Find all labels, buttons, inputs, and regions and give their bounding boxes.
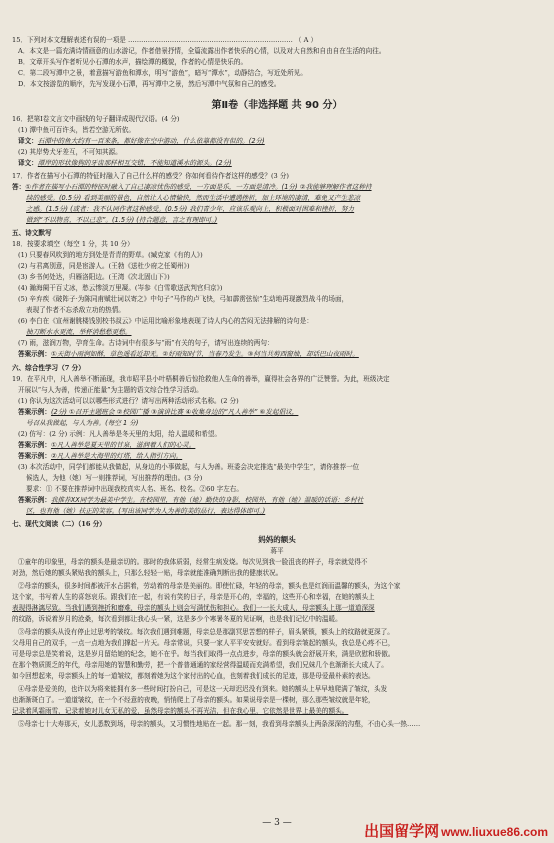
q19-answer-3a [0,496,554,505]
answer-label: 答案示例： [18,350,51,358]
q19-answer-3b: 区，也有他（她）扶正的笑容。(写出该同学为人为善的美的品行，表达得体即可。) [26,507,266,515]
essay-para-2d: 的纹路，诉说着岁月的沧桑，每次看到都让我心头一紧，这是多少个寒暑冬夏的见证啊，也是我们记忆中的温暖。 [12,615,342,623]
q19-stem-1: 19．在平凡中，凡人善举不断涌现，我市昭平县小叶梧桐善后惊抢救他人生命的善举，赢得社会各界的广泛赞誉。为此，班级决定 [12,375,390,383]
watermark-site: www.liuxue86.com [441,825,548,839]
q18-answer-7 [0,350,554,359]
q16-sentence-2: (2) 其岸势犬牙差互，不可知其源。 [18,148,122,156]
q15-option-d: D．本文按游览的顺序，先写发现小石潭，再写潭中之景，然后写潭中气氛和自己的感受。 [18,80,281,88]
answer-text: ②凡人善举是大海里的灯塔，给人指引方向。 [50,452,183,460]
essay-para-1b: 对劲，然后她的额头紧贴我的额头上，只那么轻轻一贴，母亲就能准确判断出我的健康状况。 [12,569,283,577]
q18-stem: 18．按要求填空（每空 1 分，共 10 分） [12,240,134,248]
answer-label: 答： [12,183,26,191]
q19-sub-3a: (3) 本次活动中，同学们都能从我做起，从身边的小事做起，与人为善。班委会决定推选“最美中学生”，请你推荐一位 [18,463,360,471]
q18-item-5b: 表现了作者不忘杀敌立功的热情。 [26,306,125,314]
q19-sub-3b: 候选人，为他（她）写一则推荐词，写出推荐的理由。(3 分) [26,474,203,482]
q18-item-2: (2) 与君离别意，同是宦游人。(王勃《送杜少府之任蜀州》) [18,262,190,270]
page-number: — 3 — [262,818,292,828]
q16-answer-1 [0,137,554,146]
q19-requirements: 要求：① 不要在推荐词中出现我校真实人名、班名、校名。②60 字左右。 [26,485,243,493]
translation-text: 潭岸的形状像狗的牙齿那样相互交错，不能知道溪水的源头。(2分) [37,159,232,167]
essay-para-2a: ②母亲的额头，很多时间都被汗水占据着，劳动着的母亲是美丽的。即使忙碌，年轻的母亲，额头也是红润而温馨的额头，为这个家 [18,582,401,590]
q17-answer-line-3: 之感。(1.5分) (或者：我不认同作者这种感受。(0.5分) 我们青少年，应该乐观向上，积极面对困难和挫折，努力 [26,205,355,213]
q18-item-7: (7) 雨，滋润万物，孕育生命。古诗词中有很多与“雨”有关的句子，请写出连续的两句： [18,339,274,347]
q18-item-5a: (5) 辛弃疾《破阵子·为陈同甫赋壮词以寄之》中句子“马作的卢飞快，弓如霹雳弦惊”生动地再现激烈战斗的场面， [18,295,349,303]
q15-option-a: A．本文是一篇充满诗情画意的山水游记，作者借景抒情，全篇流露出作者快乐的心情，以及对大自然和自由自在生活的向往。 [18,47,386,55]
q18-item-1: (1) 只要春风吹到的地方到处是青青的野草。(臧克家《有的人》) [18,251,203,259]
essay-title: 妈妈的额头 [258,535,296,544]
q17-answer-line-1 [0,183,554,192]
answer-text: (2分) ①召开主题班会 ②校园广播 ③演讲比赛 ④收集身边的“凡人善举” ⑥发起倡议， [50,408,299,416]
essay-para-4b: 也渐渐斑白了。一道道皱纹，在一个不经意的夜晚，悄悄爬上了母亲的额头。如果说母亲是一棵树，那么那些皱纹就是年轮， [12,696,375,704]
translation-label: 译文： [18,137,38,145]
answer-label: 答案示例： [18,408,51,416]
q19-stem-2: 开展以“与人为善，传递正能量”为主题的语文综合性学习活动。 [18,386,203,394]
essay-para-2c: 表现得淋漓尽致。当我们遇到挫折和磨难，母亲的额头上则会写满忧伤和担心。我们一一长大成人，母亲额头上那一道道深深 [12,604,375,612]
answer-text: ①作者在描写小石潭的特征时融入了自己凄凉忧伤的感受，一方面是乐，一方面是清冷。(1分) ②我能够理解作者这种持 [25,183,372,191]
q17-answer-line-4: 做到“不以物喜，不以己悲”。(1.5分) (持合题意，言之有理即可。) [26,216,218,224]
q19-answer-1 [0,408,554,417]
q17-stem: 17．作者在描写小石潭的特征时融入了自己什么样的感受？你如何看待作者这样的感受？(3 分) [12,172,289,180]
answer-label: 答案示例： [18,441,51,449]
site-watermark [364,820,548,841]
q18-item-3: (3) 乡书何处达，归雁洛阳边。(王湾《次北固山下》) [18,273,170,281]
essay-para-3a: ③母亲的额头从没有停止过思考的皱纹。每次我们遇到难题，母亲总是那副冥思苦想的样子，眉头紧锁，额头上的纹路就更深了。 [18,628,394,636]
answer-label: 答案示例： [18,452,51,460]
essay-para-2b: 这个家，书写着人生的喜怒哀乐。跟我们在一起，有说有笑的日子，母亲是开心的，幸福的，这些开心和幸福，在她的额头上 [12,593,375,601]
essay-para-5: ⑤母亲七十大寿那天，女儿悉数到场，母亲的额头，又习惯性地贴在一起。那一刻，我看到母亲额头上两条深深的沟壑，不由心头一热…… [18,720,421,728]
q17-answer-line-2: 续的感受。(0.5分) 看到美丽的景色，自然让人心情愉快，然而生活中遭遇挫折，加上环境的凄清，难免又产生悲凉 [26,194,361,202]
q19-answer-2b [0,452,554,461]
translation-label: 译文： [18,159,38,167]
answer-text: 我推荐XX同学为最美中学生。在校园里，有他（她）勤快的身影，校园外，有他（她）温暖的话语：乡村社 [50,496,364,504]
answer-text: ①天街小雨润如酥，草色遥看近却无。②好雨知时节，当春乃发生。③何当共剪西窗烛，却话巴山夜雨时。 [50,350,359,358]
section-5-title: 五、诗文默写 [12,229,52,237]
watermark-cn: 出国留学网 [364,823,440,840]
essay-para-3b: 父母用自己的双手，一点一点地为我们撑起一片天。母亲常说，只要一家人平平安安就好。看到母亲皱起的额头，我总是心疼不已， [12,639,395,647]
translation-text: 石潭中的鱼大约有一百来条，都好像在空中游动，什么依靠都没有似的。(2分) [37,137,265,145]
section-6-title: 六、综合性学习（7 分） [12,364,85,372]
q19-sub-1: (1) 你认为这次活动可以以哪些形式进行？请写出两种活动形式名称。(2 分) [18,397,239,405]
answer-label: 答案示例： [18,496,51,504]
q15-option-c: C．第二段写潭中之景，着意描写游鱼和潭水，明写“游鱼”，暗写“潭水”，动静结合，写近处所见。 [18,69,307,77]
essay-para-1a: ①童年的印象里，母亲的额头是最亲切的。那时的我体质弱，经常生病发烧。每次见到我一脸沮丧的样子，母亲就觉得不 [18,558,368,566]
essay-para-3e: 如今回想起来，母亲额头上的每一道皱纹，都刻着她为这个家付出的心血，也刻着我们成长的足迹，那是母爱最朴素的表达。 [12,672,375,680]
q15-option-b: B．文章开头写作者听见小石潭的水声，描绘潭的概貌，作者的心情是快乐的。 [18,58,248,66]
q18-item-4: (4) 瀚海阑干百丈冰，愁云惨淡万里凝。(岑参《白雪歌送武判官归京》) [18,284,223,292]
q19-answer-2a [0,441,554,450]
q19-answer-1b: 号召从我做起，与人为善。(每空 1 分) [26,419,139,427]
part2-title: 第Ⅱ卷（非选择题 共 90 分） [211,100,343,111]
answer-text: ①凡人善举是夏天里的甘泉，滋润着人们的心灵。 [50,441,196,449]
essay-para-4c: 记录着风霜雨雪，记录着她对儿女无私的爱，虽然母亲的额头不再光洁，但在我心里，它依然是世界上最美的额头。 [12,707,349,715]
essay-para-3c: 可是母亲总是笑着说，这是岁月留给她的纪念，她不在乎。每当我们取得一点点进步，母亲的额头就会舒展开来，满是欣慰和骄傲。 [12,650,395,658]
q15-stem: 15．下列对本文理解表述有误的一项是 ………………………………………………………………… （ A ） [12,36,318,44]
q16-answer-2 [0,159,554,168]
q16-sentence-1: (1) 潭中鱼可百许头，皆若空游无所依。 [18,126,135,134]
essay-para-3d: 在那个物质匮乏的年代，母亲用她的智慧和勤劳，把一个普普通通的家经营得温暖而充满希望，我们兄妹几个也渐渐长大成人了。 [12,661,388,669]
section-7-title: 七、现代文阅读（二）（16 分） [12,520,106,528]
essay-para-4a: ④母亲是爱美的，也许以为将来能拥有多一些时间打扮自己，可是这一天却迟迟没有到来。她的额头上早早地爬满了皱纹，头发 [18,685,388,693]
q19-sub-2: (2) 仿写：(2 分) 示例：凡人善举是冬天里的太阳，给人温暖和希望。 [18,430,221,438]
q18-item-6a: (6) 李白在《宣州谢朓楼饯别校书叔云》中运用比喻形象地表现了诗人内心的苦闷无法排解的诗句是： [18,317,313,325]
q16-stem: 16．把第Ⅰ卷文言文中画线的句子翻译成现代汉语。(4 分) [12,115,180,123]
q18-item-6b: 抽刀断水水更流，举杯消愁愁更愁。 [26,328,132,336]
essay-author: 蒋平 [270,547,284,555]
